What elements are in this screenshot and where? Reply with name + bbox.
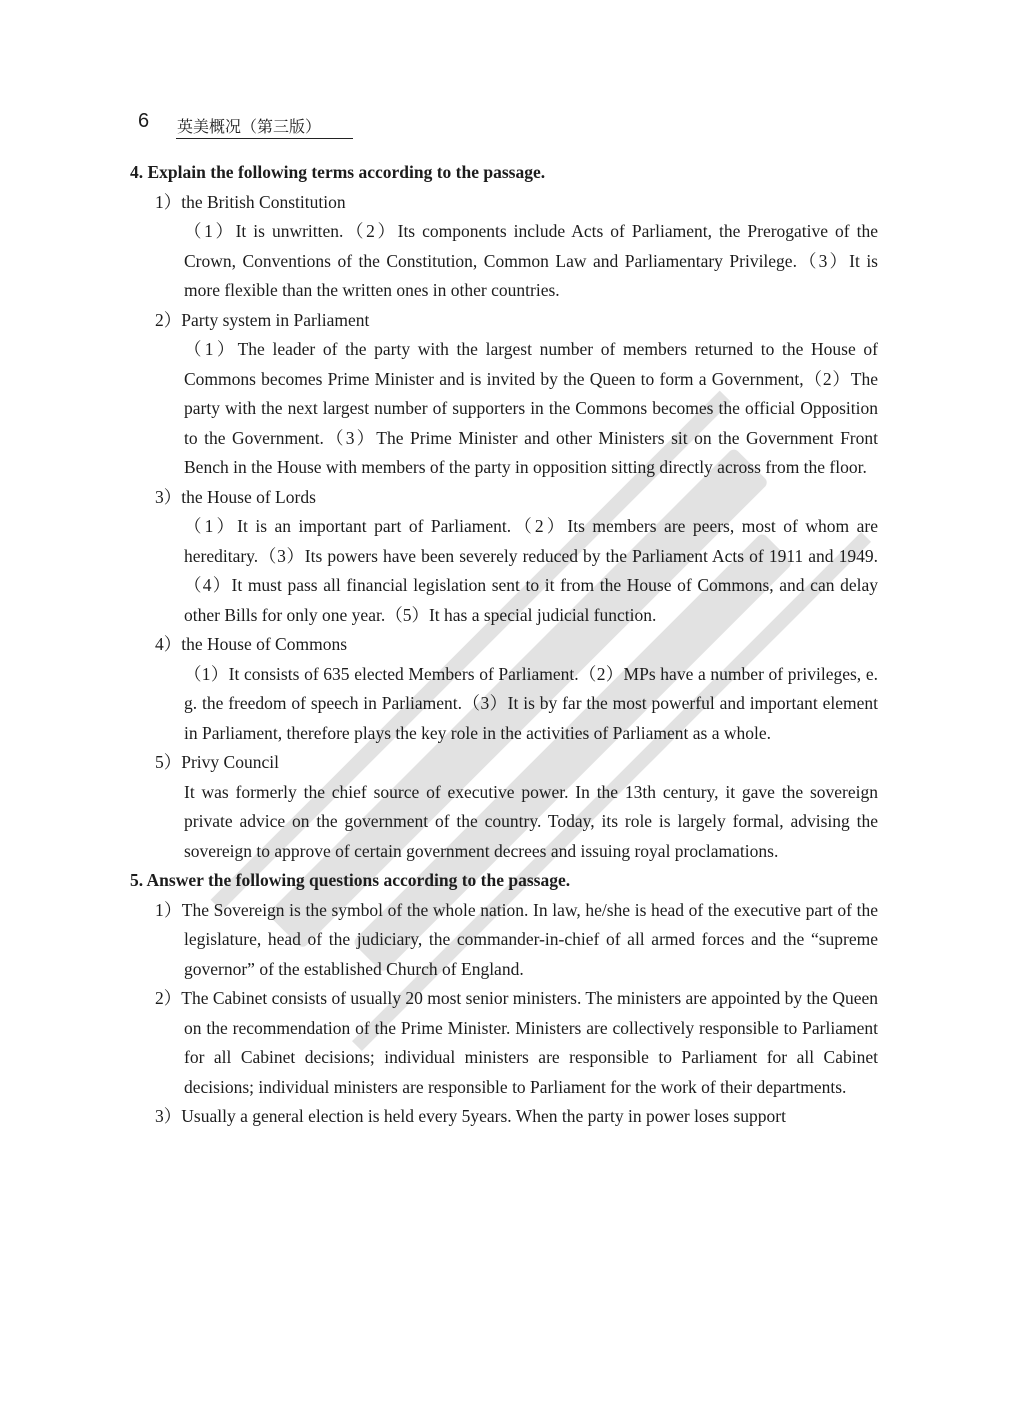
page-content [130,158,878,1132]
question-title: 5. Answer the following questions according to the passage. [130,870,571,890]
term-label: 5）Privy Council [155,752,279,772]
question-4 [130,158,878,866]
header-rule [176,138,353,139]
answer-paragraph: 2）The Cabinet consists of usually 20 most senior ministers. The ministers are appointed by the Queen on the recommendation of the Prime Minister. Ministers are collectively responsible to Parliament for all Cabinet decisions; individual ministers are responsible to Parliament for all Cabinet decisions; individual ministers are responsible to Parliament for the work of their departments. [155,988,878,1097]
question-5 [130,866,878,1132]
term-explanation: （1）It is an important part of Parliament.（2）Its members are peers, most of whom are hereditary.（3）Its powers have been severely reduced by the Parliament Acts of 1911 and 1949.（4）It must pass all financial legislation sent to it from the House of Commons, and can delay other Bills for only one year.（5）It has a special judicial function. [184,516,878,625]
page-number: 6 [138,110,150,132]
question-title: 4. Explain the following terms according to the passage. [130,162,546,182]
term-explanation: （1）The leader of the party with the largest number of members returned to the House of Commons becomes Prime Minister and is invited by the Queen to form a Government,（2）The party with the next largest number of supporters in the Commons becomes the official Opposition to the Government.（3）The Prime Minister and other Ministers sit on the Government Front Bench in the House with members of the party in opposition sitting directly across from the floor. [184,339,878,477]
term-explanation: （1）It is unwritten.（2）Its components include Acts of Parliament, the Prerogative of the Crown, Conventions of the Constitution, Common Law and Parliamentary Privilege.（3）It is more flexible than the written ones in other countries. [184,221,878,300]
term-label: 4）the House of Commons [155,634,348,654]
term-label: 2）Party system in Parliament [155,309,370,330]
answer-paragraph: 1）The Sovereign is the symbol of the whole nation. In law, he/she is head of the executive part of the legislature, head of the judiciary, the commander-in-chief of all armed forces and the “supreme governor” of the established Church of England. [155,899,878,979]
term-explanation: （1）It consists of 635 elected Members of Parliament.（2）MPs have a number of privileges, e. g. the freedom of speech in Parliament.（3）It is by far the most powerful and important element in Parliament, therefore plays the key role in the activities of Parliament as a whole. [184,663,878,743]
term-explanation: It was formerly the chief source of executive power. In the 13th century, it gave the sovereign private advice on the government of the country. Today, its role is largely formal, advising the sovereign to approve of certain government decrees and issuing royal proclamations. [184,781,878,861]
answer-paragraph: 3）Usually a general election is held every 5years. When the party in power loses support [155,1106,786,1126]
term-label: 3）the House of Lords [155,486,316,507]
book-title: 英美概况（第三版） [177,117,322,136]
term-label: 1）the British Constitution [155,191,346,212]
